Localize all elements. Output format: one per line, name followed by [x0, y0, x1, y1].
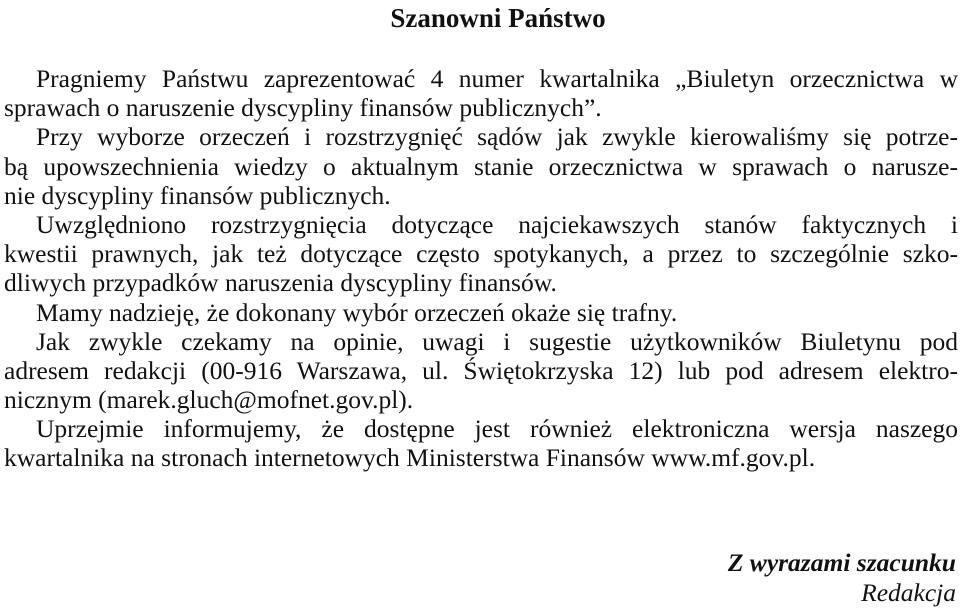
closing-signature: Redakcja	[861, 578, 956, 607]
paragraph-2-line-3: nie dyscypliny finansów publicznych.	[4, 180, 391, 210]
paragraph-6-line-2: kwartalnika na stronach internetowych Ministerstwa Finansów www.mf.gov.pl.	[4, 443, 816, 473]
paragraph-5-line-3: nicznym (marek.gluch@mofnet.gov.pl).	[4, 385, 414, 415]
paragraph-5-line-2: adresem redakcji (00-916 Warszawa, ul. Świętokrzyska 12) lub pod adresem elektro-	[4, 355, 958, 385]
paragraph-3-line-3: dliwych przypadków naruszenia dyscypliny finansów.	[4, 268, 557, 298]
closing-salutation: Z wyrazami szacunku	[727, 548, 956, 577]
paragraph-2-line-2: bą upowszechnienia wiedzy o aktualnym stanie orzecznictwa w sprawach o narusze-	[4, 151, 958, 181]
paragraph-5-line-1: Jak zwykle czekamy na opinie, uwagi i sugestie użytkowników Biuletynu pod	[36, 326, 958, 356]
paragraph-6-line-1: Uprzejmie informujemy, że dostępne jest również elektroniczna wersja naszego	[36, 414, 958, 444]
letter-body	[4, 64, 958, 473]
paragraph-1-line-2: sprawach o naruszenie dyscypliny finansów publicznych”.	[4, 93, 602, 123]
paragraph-4-line-1: Mamy nadzieję, że dokonany wybór orzeczeń okaże się trafny.	[36, 297, 678, 327]
paragraph-1-line-1: Pragniemy Państwu zaprezentować 4 numer kwartalnika „Biuletyn orzecznictwa w	[36, 64, 958, 93]
paragraph-2-line-1: Przy wyborze orzeczeń i rozstrzygnięć sądów jak zwykle kierowaliśmy się potrze-	[36, 122, 958, 152]
paragraph-3-line-2: kwestii prawnych, jak też dotyczące często spotykanych, a przez to szczególnie szko-	[4, 239, 958, 269]
page-title: Szanowni Państwo	[390, 3, 606, 33]
letter-closing	[728, 548, 956, 608]
paragraph-3-line-1: Uwzględniono rozstrzygnięcia dotyczące najciekawszych stanów faktycznych i	[36, 209, 958, 239]
